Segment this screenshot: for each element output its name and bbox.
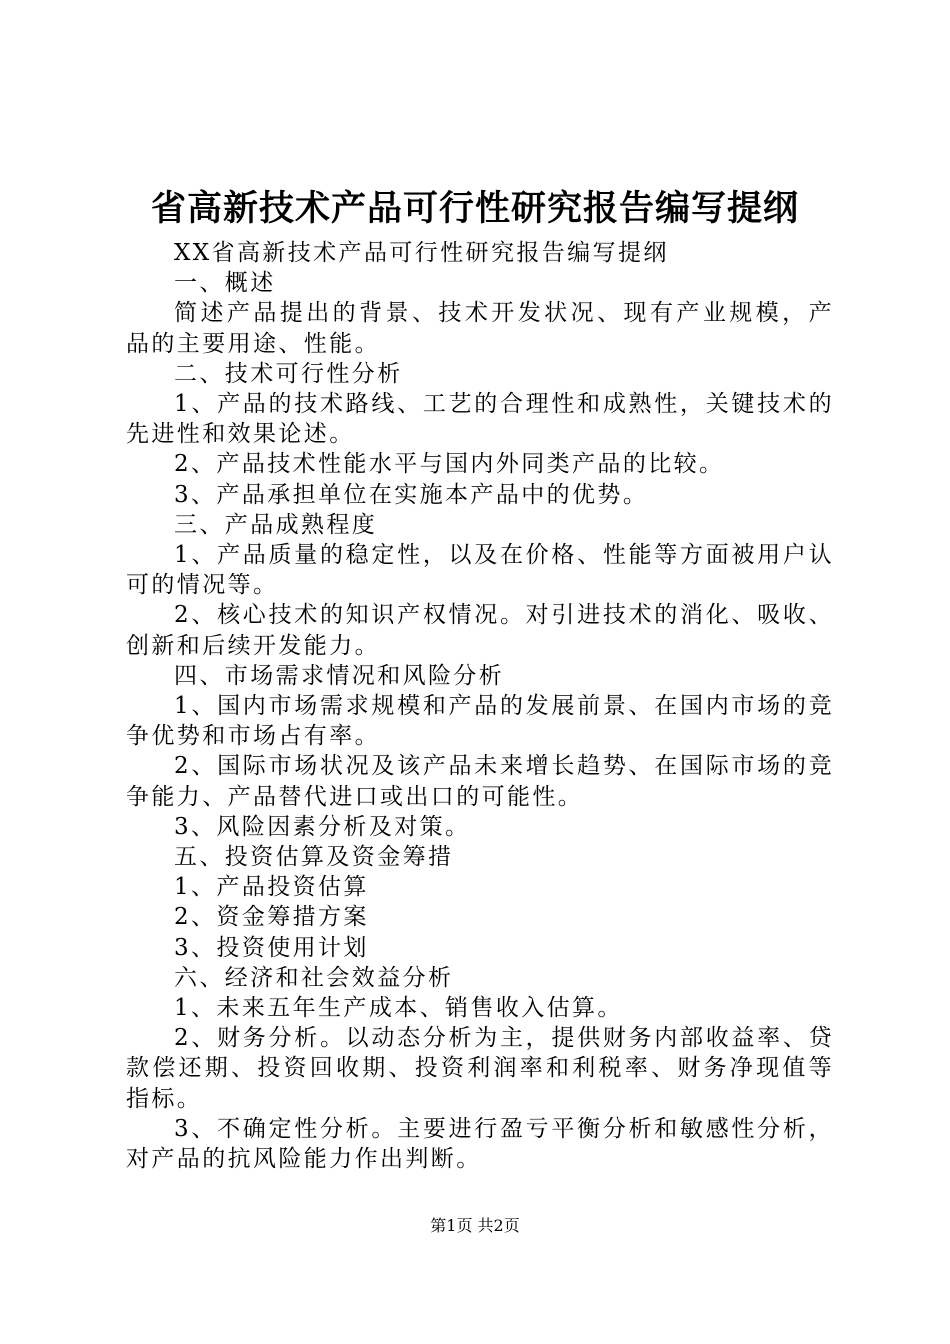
section-heading: 六、经济和社会效益分析 bbox=[174, 964, 454, 991]
paragraph: 3、不确定性分析。主要进行盈亏平衡分析和敏感性分析，对产品的抗风险能力作出判断。 bbox=[126, 1115, 834, 1173]
paragraph: 3、投资使用计划 bbox=[174, 934, 369, 961]
page-number-footer: 第1页 共2页 bbox=[430, 1216, 520, 1235]
paragraph: 1、产品的技术路线、工艺的合理性和成熟性，关键技术的先进性和效果论述。 bbox=[126, 391, 834, 448]
section-heading: 三、产品成熟程度 bbox=[174, 511, 378, 538]
paragraph: 1、产品投资估算 bbox=[174, 874, 369, 901]
section-heading: 四、市场需求情况和风险分析 bbox=[174, 662, 505, 689]
section-heading: 二、技术可行性分析 bbox=[174, 360, 403, 387]
paragraph: 2、国际市场状况及该产品未来增长趋势、在国际市场的竞争能力、产品替代进口或出口的可能性。 bbox=[126, 753, 834, 810]
paragraph: 1、国内市场需求规模和产品的发展前景、在国内市场的竞争优势和市场占有率。 bbox=[126, 693, 834, 750]
paragraph: 3、风险因素分析及对策。 bbox=[174, 813, 471, 840]
document-body bbox=[126, 238, 834, 1174]
paragraph: 1、产品质量的稳定性，以及在价格、性能等方面被用户认可的情况等。 bbox=[126, 542, 834, 599]
paragraph: 2、财务分析。以动态分析为主，提供财务内部收益率、贷款偿还期、投资回收期、投资利润率和利税率、财务净现值等指标。 bbox=[126, 1025, 834, 1112]
paragraph: 2、核心技术的知识产权情况。对引进技术的消化、吸收、创新和后续开发能力。 bbox=[126, 602, 834, 659]
paragraph: 3、产品承担单位在实施本产品中的优势。 bbox=[174, 481, 649, 508]
paragraph: 简述产品提出的背景、技术开发状况、现有产业规模，产品的主要用途、性能。 bbox=[126, 300, 834, 357]
document-title: 省高新技术产品可行性研究报告编写提纲 bbox=[150, 188, 799, 229]
section-heading: 五、投资估算及资金筹措 bbox=[174, 844, 454, 871]
paragraph: 2、产品技术性能水平与国内外同类产品的比较。 bbox=[174, 451, 725, 478]
paragraph: 2、资金筹措方案 bbox=[174, 904, 369, 931]
paragraph: XX省高新技术产品可行性研究报告编写提纲 bbox=[174, 240, 669, 266]
paragraph: 1、未来五年生产成本、销售收入估算。 bbox=[174, 995, 623, 1022]
section-heading: 一、概述 bbox=[174, 270, 276, 297]
